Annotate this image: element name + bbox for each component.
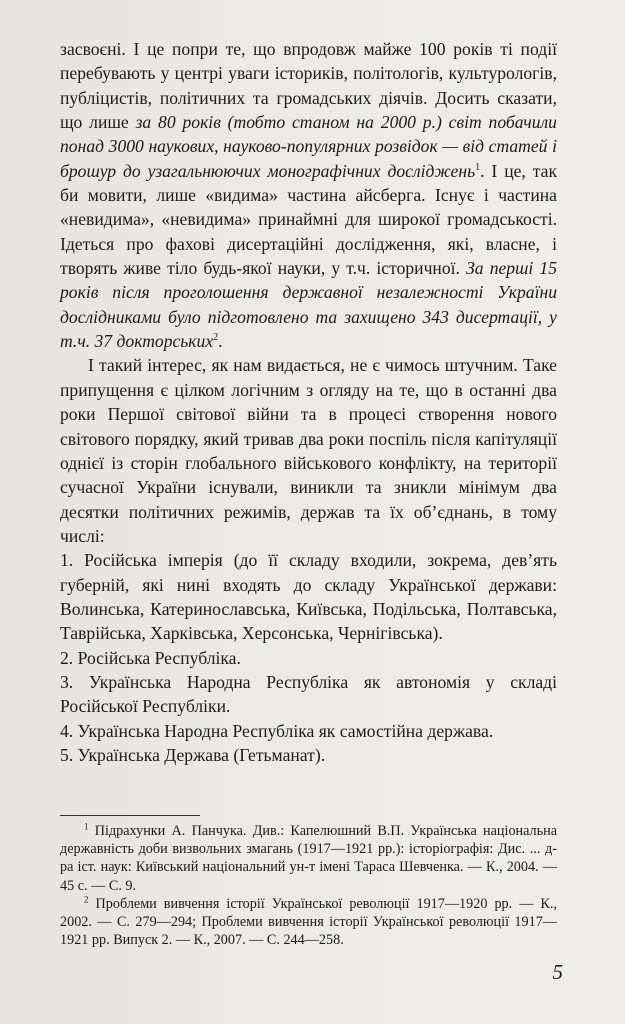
footnote-divider (60, 815, 200, 816)
paragraph-1-end: . (218, 331, 223, 352)
list-item: 5. Українська Держава (Гетьманат). (60, 744, 326, 765)
paragraph-1-italic-2: За перші 15 років після проголошення державної незалежності України дослідниками було підготовлено та захищено 343 дисертації, у т.ч. 37 докторських (60, 258, 557, 352)
list-item: 3. Українська Народна Республіка як автономія у складі Російської Республіки. (60, 671, 557, 717)
footnote-2 (60, 895, 557, 950)
footnotes (60, 822, 557, 949)
paragraph-2: І такий інтерес, як нам видається, не є чимось штучним. Таке припущення є цілком логічним з огляду на те, що в останні два роки Першої світової війни та в процесі створення нового світового порядку, який тривав два роки поспіль після капітуляції однієї із сторін глобального військового конфлікту, на території сучасної України існували, виникли та зникли мінімум два десятки політичних режимів, держав та їх об’єднань, в тому числі: (60, 355, 557, 546)
footnote-mark: 1 (84, 821, 89, 832)
footnote-text: Проблеми вивчення історії Української революції 1917—1920 рр. — К., 2002. — С. 279—294; Проблеми вивчення історії Української революції 1917—1921 рр. Випуск 2. — К., 2007. — С. 244—258. (60, 895, 557, 949)
footnote-text: Підрахунки А. Панчука. Див.: Капелюшний В.П. Українська національна державність доби визвольних змагань (1917—1921 рр.): історіографія: Дис. ... д-ра іст. наук: Київський національний ун-т імені Тараса Шевченка. — К., 2004. — 45 с. — С. 9. (60, 823, 557, 894)
paragraph-1-text-b: . І це, так би мовити, лише «видима» частина айсберга. Існує і частина «невидима», «невидима» принаймні для широкої громадськості. Ідеться про фахові дисертаційні дослідження, які, власне, і творять живе тіло будь-якої науки, у т.ч. історичної. (60, 160, 557, 279)
main-text (60, 37, 557, 767)
paragraph-1 (60, 37, 557, 353)
paragraph-1-text-a: засвоєні. І це попри те, що впродовж майже 100 років ті події перебувають у центрі уваги істориків, політологів, культурологів, публіцистів, політичних та громадських діячів. Досить сказати, що лише (60, 39, 557, 133)
footnote-mark: 2 (84, 894, 89, 905)
footnote-1 (60, 822, 557, 895)
list-item: 4. Українська Народна Республіка як самостійна держава. (60, 720, 494, 741)
list-item: 2. Російська Республіка. (60, 647, 241, 668)
footnote-ref-2: 2 (213, 332, 219, 344)
footnote-ref-1: 1 (475, 161, 481, 173)
list-item: 1. Російська імперія (до її складу входили, зокрема, дев’ять губерній, які нині входять до складу Української держави: Волинська, Катеринославська, Київська, Подільська, Полтавська, Таврійська, Харківська, Херсонська, Чернігівська). (60, 550, 557, 644)
paragraph-1-italic-1: за 80 років (тобто станом на 2000 р.) світ побачили понад 3000 наукових, науково-популярних розвідок — від статей і брошур до узагальнюючих монографічних досліджень (60, 112, 557, 181)
page-number: 5 (552, 960, 563, 984)
